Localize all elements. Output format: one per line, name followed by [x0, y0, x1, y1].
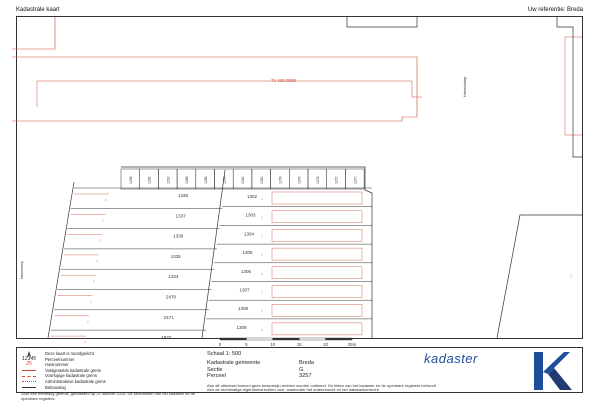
scale-tick-label: 25m	[347, 342, 357, 347]
parcel-number-sample: 12345	[22, 355, 36, 362]
left-parcel	[71, 208, 223, 222]
left-parcel-label: 1334	[168, 274, 179, 280]
kadaster-brand	[424, 349, 574, 393]
house-number-mark: □	[261, 234, 263, 239]
fixed-boundary-line-icon	[22, 370, 36, 371]
house-number-mark: □	[261, 271, 263, 276]
scale-segment	[299, 338, 325, 340]
right-parcel	[206, 319, 372, 335]
right-parcel-label: 1306	[240, 268, 252, 274]
left-parcel-label: 1335	[170, 253, 181, 259]
scale-segment	[246, 338, 272, 340]
right-parcel	[222, 207, 372, 223]
scale-tick-label: 10	[270, 342, 276, 347]
left-parcel	[61, 269, 214, 283]
right-parcel-label: 1302	[246, 194, 258, 199]
house-number-mark: □	[261, 327, 263, 332]
building-line-icon	[22, 387, 36, 388]
detail-key: Kadastrale gemeente	[207, 360, 261, 366]
right-parcel	[212, 282, 373, 298]
small-parcel-label: 1272	[334, 176, 339, 184]
admin-boundary-line-icon	[22, 381, 36, 382]
right-building-top-red	[565, 37, 582, 135]
disclaimer-text: Aan dit uittreksel kunnen geen bewustzijn rechten worden ontleend. De feiten van het kadaster en de openbare registers behoudt zich de rechtmatige eigendomsrechten voor, waaronder het auteursrecht en het databankenrecht.	[207, 382, 436, 393]
legend-text: Voorlopige kadastrale grens	[45, 373, 97, 379]
left-street-label: Haverkamp	[20, 261, 24, 279]
legend-panel	[16, 347, 583, 401]
small-parcel	[289, 169, 308, 189]
legend-text: Perceelnummer	[45, 356, 75, 362]
top-parcel-boundary	[12, 17, 417, 121]
left-parcels-block	[48, 188, 225, 364]
block-divider	[202, 170, 225, 338]
scale-segment	[326, 338, 352, 340]
provisional-boundary-line-icon	[22, 376, 36, 377]
block-outline	[48, 167, 372, 341]
house-number-mark: □	[99, 238, 101, 243]
scale-tick-label: 5	[245, 342, 248, 347]
detail-key: Perceel	[207, 373, 226, 380]
house-number-mark: □	[261, 290, 263, 295]
small-parcel-label: 1286	[203, 176, 208, 184]
map-document	[16, 7, 583, 401]
left-parcel-label: 2470	[165, 294, 177, 300]
scale-bar	[212, 337, 382, 347]
house-number-mark: □	[261, 197, 263, 201]
detail-value: 3257	[299, 373, 312, 380]
legend-text: Vastgestelde kadastrale grens	[45, 367, 102, 373]
left-parcel	[74, 188, 225, 202]
detail-gemeente	[207, 360, 437, 367]
left-parcel-label: 1337	[175, 213, 186, 219]
small-parcel-label: 1280	[259, 176, 264, 184]
small-parcel	[140, 169, 159, 189]
right-parcel-label: 1308	[237, 306, 249, 312]
street-label: Haverkamp	[462, 76, 467, 97]
house-number-mark: □	[96, 258, 98, 263]
right-parcel-label: 1304	[243, 231, 255, 237]
left-parcel-label: 1932	[161, 335, 172, 341]
small-parcel	[345, 169, 364, 189]
house-number-mark: □	[90, 299, 92, 304]
right-parcel	[220, 225, 372, 241]
right-parcel	[214, 263, 372, 279]
legend-text: Bebouwing	[45, 384, 66, 390]
small-parcel	[252, 169, 271, 189]
small-parcel-label: 1270	[353, 176, 358, 184]
small-parcel-label: 1278	[278, 176, 283, 184]
legend-note: Voor een eenmalig gebruik, gebaseerd op 22 oktober 2025. De kenmerken van het kadaster en de openbare registers.	[21, 391, 196, 401]
house-number-mark: □	[261, 309, 263, 314]
house-number-mark: □	[93, 279, 95, 284]
left-parcel	[58, 290, 212, 304]
legend-text: Deze kaart is noordgericht	[45, 351, 94, 356]
detail-value: G	[299, 366, 304, 373]
right-parcel-label: 1307	[239, 287, 250, 293]
small-parcel-label: 1282	[241, 176, 246, 184]
small-parcel-label: 1288	[185, 176, 190, 184]
left-parcel-label: 2471	[163, 314, 174, 320]
small-parcel	[158, 169, 177, 189]
house-number-mark: □	[87, 319, 89, 324]
top-parcel-inner	[37, 81, 412, 97]
right-parcel	[209, 300, 372, 316]
house-number-sample: 25	[26, 361, 32, 368]
detail-key: Sectie	[207, 366, 223, 373]
kadaster-wordmark: kadaster	[424, 351, 478, 366]
scale-tick-label: 0	[218, 342, 222, 347]
small-parcel-label: 1274	[316, 176, 320, 184]
legend-list	[21, 351, 206, 401]
scale-tick-label: 20	[323, 342, 328, 347]
scale-segment	[273, 338, 299, 340]
house-number-mark: □	[261, 253, 263, 258]
scale-tick-label: 15	[296, 342, 302, 347]
right-parcel-label: 1303	[245, 212, 256, 218]
small-parcel	[271, 169, 290, 189]
top-parcel-corner	[37, 81, 422, 107]
small-parcel	[308, 169, 327, 189]
small-parcel	[177, 169, 196, 189]
top-building	[347, 17, 417, 27]
left-parcel	[67, 229, 219, 243]
right-parcel-mark: □	[570, 274, 573, 278]
house-number-mark: □	[102, 218, 104, 223]
small-parcel-label: 1284	[222, 176, 227, 184]
legend-item-building	[21, 385, 206, 391]
detail-sectie	[207, 367, 437, 374]
right-parcel	[217, 244, 372, 260]
top-parcel-label: 71 420 0000	[271, 78, 297, 83]
small-parcel	[196, 169, 215, 189]
right-parcel-label: 1305	[242, 250, 253, 256]
small-parcel-label: 1292	[147, 176, 152, 184]
small-parcel-label: 1290	[166, 176, 171, 184]
right-parcel-label: 1309	[236, 324, 247, 330]
legend-text: Administratieve kadastrale grens	[45, 378, 106, 384]
small-parcels-row	[121, 169, 364, 189]
scale-segment	[220, 338, 246, 340]
small-parcel	[233, 169, 252, 189]
left-parcel-label: 1336	[173, 233, 184, 239]
left-parcel	[64, 249, 217, 263]
right-parcel	[225, 188, 372, 204]
small-parcel-label: 1276	[297, 176, 302, 184]
small-parcel-label: 1294	[129, 176, 133, 184]
house-number-mark: □	[84, 340, 86, 345]
parcel-details	[207, 351, 437, 393]
right-building-top	[557, 17, 582, 157]
detail-value: Breda	[299, 360, 314, 366]
document-title: Kadastrale kaart	[16, 7, 60, 13]
right-parcels-block	[206, 188, 372, 335]
scale-label: Schaal 1: 500	[207, 351, 242, 357]
small-parcel	[121, 169, 140, 189]
legend-text: Huisnummer	[45, 362, 69, 368]
kadaster-logo-icon	[530, 350, 572, 392]
house-number-mark: □	[105, 198, 107, 202]
left-parcel	[51, 330, 206, 344]
house-number-mark: □	[261, 215, 263, 220]
left-parcel	[54, 310, 209, 324]
detail-perceel	[207, 373, 437, 380]
reference-label: Uw referentie: Breda	[527, 7, 583, 13]
left-parcel-label: 1338	[177, 193, 189, 198]
small-parcel	[327, 169, 346, 189]
